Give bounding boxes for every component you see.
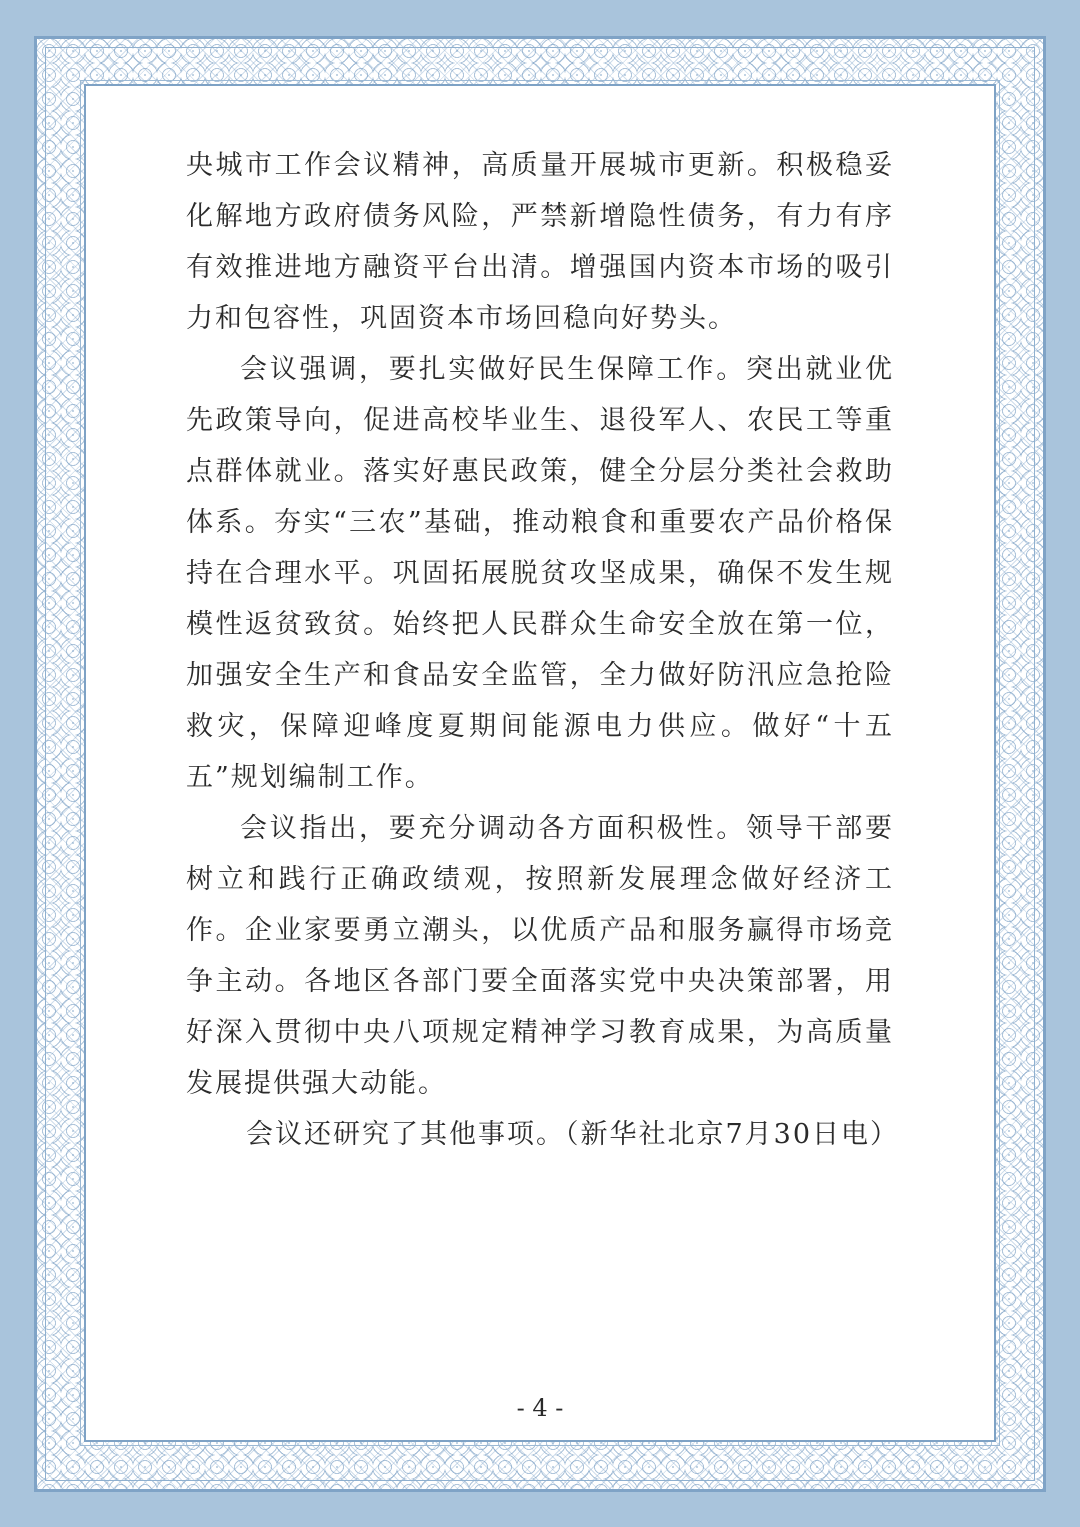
paragraph-enthusiasm: 会议指出，要充分调动各方面积极性。领导干部要树立和践行正确政绩观，按照新发展理念做好经济工作。企业家要勇立潮头，以优质产品和服务赢得市场竞争主动。各地区各部门要全面落实党中央决策部署，用好深入贯彻中央八项规定精神学习教育成果，为高质量发展提供强大动能。 [186,813,894,1099]
paragraph-livelihood: 会议强调，要扎实做好民生保障工作。突出就业优先政策导向，促进高校毕业生、退役军人、农民工等重点群体就业。落实好惠民政策，健全分层分类社会救助体系。夯实“三农”基础，推动粮食和重要农产品价格保持在合理水平。巩固拓展脱贫攻坚成果，确保不发生规模性返贫致贫。始终把人民群众生命安全放在第一位，加强安全生产和食品安全监管，全力做好防汛应急抢险救灾，保障迎峰度夏期间能源电力供应。做好“十五五”规划编制工作。 [186,354,894,793]
document-body [186,140,900,1160]
paragraph-closing: 会议还研究了其他事项。（新华社北京7月30日电） [246,1119,900,1150]
paragraph-continuation: 央城市工作会议精神，高质量开展城市更新。积极稳妥化解地方政府债务风险，严禁新增隐性债务，有力有序有效推进地方融资平台出清。增强国内资本市场的吸引力和包容性，巩固资本市场回稳向好势头。 [186,150,894,334]
page-number: - 4 - [516,1394,564,1422]
